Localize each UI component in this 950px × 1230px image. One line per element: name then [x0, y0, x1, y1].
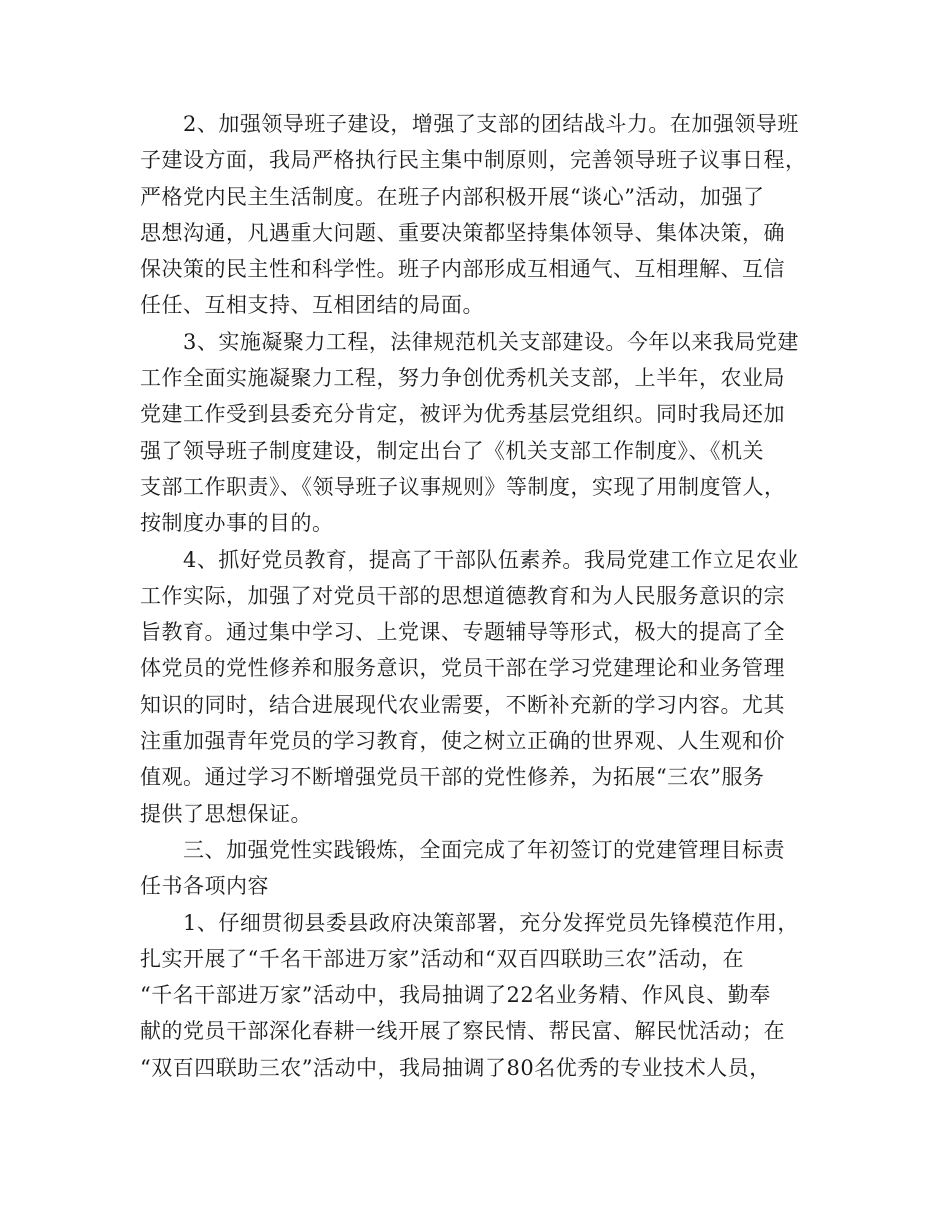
text-line: 支部工作职责》、《领导班子议事规则》等制度，实现了用制度管人，	[140, 474, 786, 499]
paragraph-cohesion-project	[140, 324, 810, 542]
text-line: 保决策的民主性和科学性。班子内部形成互相通气、互相理解、互信	[140, 257, 785, 282]
paragraph-leadership-team	[140, 106, 810, 324]
text-line: 严格党内民主生活制度。在班子内部积极开展“谈心”活动，加强了	[140, 184, 765, 209]
text-line: 按制度办事的目的。	[140, 511, 334, 536]
text-line: 提供了思想保证。	[140, 801, 312, 826]
text-line: 子建设方面，我局严格执行民主集中制原则，完善领导班子议事日程，	[140, 148, 807, 173]
text-line: 4、抓好党员教育，提高了干部队伍素养。我局党建工作立足农业	[140, 547, 799, 572]
text-line: “双百四联助三农”活动中，我局抽调了80名优秀的专业技术人员，	[140, 1055, 771, 1080]
text-line: 工作全面实施凝聚力工程，努力争创优秀机关支部，上半年，农业局	[140, 366, 785, 391]
text-line: 党建工作受到县委充分肯定，被评为优秀基层党组织。同时我局还加	[140, 402, 785, 427]
text-line: 体党员的党性修养和服务意识，党员干部在学习党建理论和业务管理	[140, 656, 785, 681]
text-line: 强了领导班子制度建设，制定出台了《机关支部工作制度》、《机关	[140, 438, 764, 463]
paragraph-party-education	[140, 542, 810, 832]
text-line: 献的党员干部深化春耕一线开展了察民情、帮民富、解民忧活动；在	[140, 1019, 785, 1044]
text-line: 旨教育。通过集中学习、上党课、专题辅导等形式，极大的提高了全	[140, 620, 785, 645]
text-line: 三、加强党性实践锻炼，全面完成了年初签订的党建管理目标责	[140, 837, 785, 862]
text-line: 工作实际，加强了对党员干部的思想道德教育和为人民服务意识的宗	[140, 583, 785, 608]
text-line: 思想沟通，凡遇重大问题、重要决策都坚持集体领导、集体决策，确	[140, 220, 785, 245]
paragraph-implement-decisions	[140, 905, 810, 1086]
text-line: 任书各项内容	[140, 874, 269, 899]
text-line: 1、仔细贯彻县委县政府决策部署，充分发挥党员先锋模范作用，	[140, 910, 799, 935]
text-line: 知识的同时，结合进展现代农业需要，不断补充新的学习内容。尤其	[140, 692, 785, 717]
text-line: 任任、互相支持、互相团结的局面。	[140, 293, 484, 318]
text-line: 值观。通过学习不断增强党员干部的党性修养，为拓展“三农”服务	[140, 765, 765, 790]
text-line: 2、加强领导班子建设，增强了支部的团结战斗力。在加强领导班	[140, 112, 799, 136]
document-body	[140, 106, 810, 1086]
section-heading-three	[140, 832, 810, 905]
text-line: 注重加强青年党员的学习教育，使之树立正确的世界观、人生观和价	[140, 729, 785, 754]
text-line: 3、实施凝聚力工程，法律规范机关支部建设。今年以来我局党建	[140, 329, 799, 354]
text-line: “千名干部进万家”活动中，我局抽调了22名业务精、作风良、勤奉	[140, 983, 771, 1008]
text-line: 扎实开展了“千名干部进万家”活动和“双百四联助三农”活动，在	[140, 946, 744, 971]
